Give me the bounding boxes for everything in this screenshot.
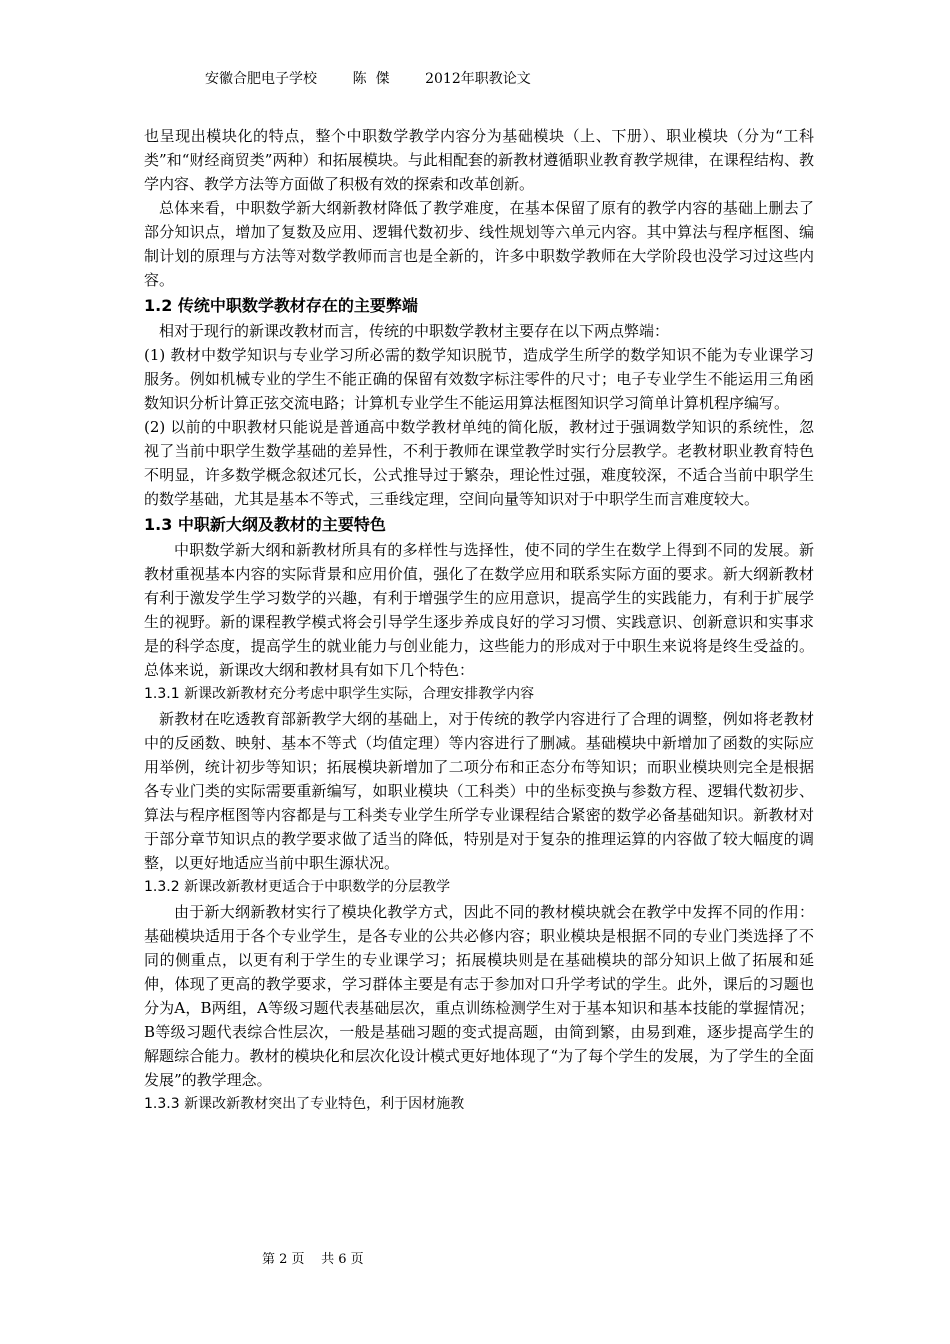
paragraph-7: 新教材在吃透教育部新教学大纲的基础上，对于传统的教学内容进行了合理的调整，例如将老教材中的反函数、映射、基本不等式（均值定理）等内容进行了删减。基础模块中新增加了函数的实际应用举例，统计初步等知识；拓展模块新增加了二项分布和正态分布等知识；而职业模块则完全是根据各专业门类的实际需要重新编写，如职业模块（工科类）中的坐标变换与参数方程、逻辑代数初步、算法与程序框图等内容都是与工科类专业学生所学专业课程结合紧密的数学必备基础知识。新教材对于部分章节知识点的教学要求做了适当的降低，特别是对于复杂的推理运算的内容做了较大幅度的调整，以更好地适应当前中职生源状况。: [144, 710, 814, 872]
paragraph-2: 总体来看，中职数学新大纲新教材降低了教学难度，在基本保留了原有的教学内容的基础上删去了部分知识点，增加了复数及应用、逻辑代数初步、线性规划等六单元内容。其中算法与程序框图、编制计划的原理与方法等对数学教师而言也是全新的，许多中职数学教师在大学阶段也没学习过这些内容。: [144, 199, 814, 289]
paragraph-8: 由于新大纲新教材实行了模块化教学方式，因此不同的教材模块就会在教学中发挥不同的作用：基础模块适用于各个专业学生，是各专业的公共必修内容；职业模块是根据不同的专业门类选择了不同的侧重点，以更有利于学生的专业课学习；拓展模块则是在基础模块的部分知识上做了拓展和延伸，体现了更高的教学要求，学习群体主要是有志于参加对口升学考试的学生。此外，课后的习题也分为A，B两组，A等级习题代表基础层次，重点训练检测学生对于基本知识和基本技能的掌握情况；B等级习题代表综合性层次，一般是基础习题的变式提高题，由简到繁，由易到难，逐步提高学生的解题综合能力。教材的模块化和层次化设计模式更好地体现了“为了每个学生的发展，为了学生的全面发展”的教学理念。: [144, 903, 814, 1089]
document-body: [144, 124, 814, 1117]
heading-1-3-2: 1.3.2 新课改新教材更适合于中职数学的分层教学: [144, 879, 451, 895]
paragraph-3: 相对于现行的新课改教材而言，传统的中职数学教材主要存在以下两点弊端：: [159, 322, 670, 340]
paragraph-4: (1) 教材中数学知识与专业学习所必需的数学知识脱节，造成学生所学的数学知识不能为专业课学习服务。例如机械专业的学生不能正确的保留有效数字标注零件的尺寸；电子专业学生不能运用三角函数知识分析计算正弦交流电路；计算机专业学生不能运用算法框图知识学习简单计算机程序编写。: [144, 346, 814, 412]
page-footer: 第 2 页 共 6 页: [262, 1252, 364, 1267]
paragraph-1: 也呈现出模块化的特点，整个中职数学教学内容分为基础模块（上、下册）、职业模块（分为“工科类”和“财经商贸类”两种）和拓展模块。与此相配套的新教材遵循职业教育教学规律，在课程结构、教学内容、教学方法等方面做了积极有效的探索和改革创新。: [144, 127, 814, 193]
heading-1-2: 1.2 传统中职数学教材存在的主要弊端: [144, 296, 418, 315]
heading-1-3-1: 1.3.1 新课改新教材充分考虑中职学生实际，合理安排教学内容: [144, 686, 535, 702]
paragraph-5: (2) 以前的中职教材只能说是普通高中数学教材单纯的简化版，教材过于强调数学知识的系统性，忽视了当前中职学生数学基础的差异性，不利于教师在课堂教学时实行分层教学。老教材职业教育特色不明显，许多数学概念叙述冗长，公式推导过于繁杂，理论性过强，难度较深，不适合当前中职学生的数学基础，尤其是基本不等式，三垂线定理，空间向量等知识对于中职学生而言难度较大。: [144, 418, 814, 508]
heading-1-3-3: 1.3.3 新课改新教材突出了专业特色，利于因材施教: [144, 1096, 465, 1112]
heading-1-3: 1.3 中职新大纲及教材的主要特色: [144, 515, 386, 534]
paragraph-6: 中职数学新大纲和新教材所具有的多样性与选择性，使不同的学生在数学上得到不同的发展。新教材重视基本内容的实际背景和应用价值，强化了在数学应用和联系实际方面的要求。新大纲新教材有利于激发学生学习数学的兴趣，有利于增强学生的应用意识，提高学生的实践能力，有利于扩展学生的视野。新的课程教学模式将会引导学生逐步养成良好的学习习惯、实践意识、创新意识和实事求是的科学态度，提高学生的就业能力与创业能力，这些能力的形成对于中职生来说将是终生受益的。总体来说，新课改大纲和教材具有如下几个特色：: [144, 541, 814, 679]
page-header: 安徽合肥电子学校 陈 傑 2012年职教论文: [205, 71, 531, 87]
